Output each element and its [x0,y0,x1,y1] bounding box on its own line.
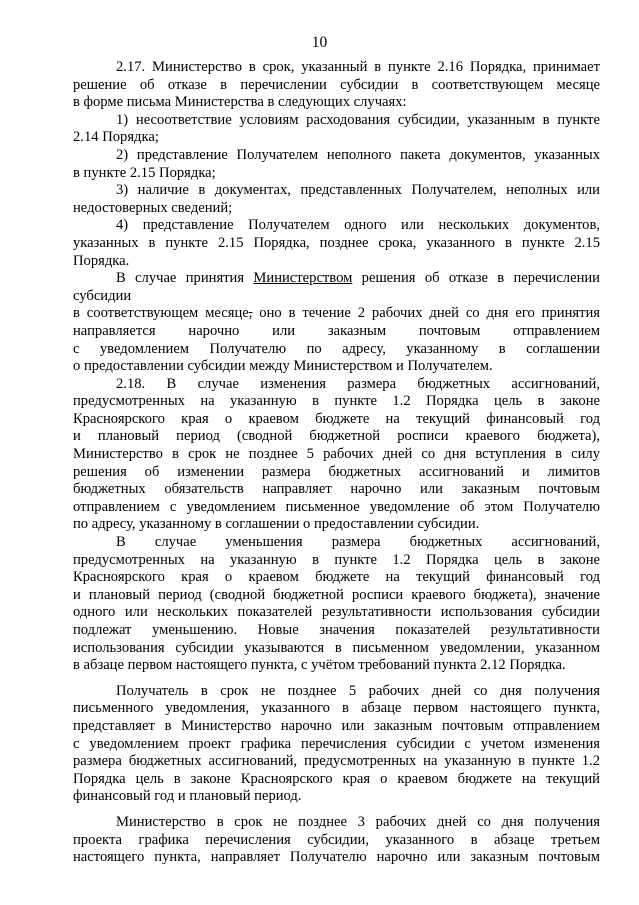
text-line: решения об изменении размера бюджетных ассигнований и лимитов [73,463,600,480]
text-line: настоящего пункта, направляет Получателю нарочно или заказным почтовым [73,849,600,866]
text-line: использования субсидии указываются в письменном уведомлении, указанном [73,639,600,656]
page-number: 10 [311,34,328,51]
text-line: решение об отказе в перечислении субсидии в соответствующем месяце [73,76,600,93]
text-line: проекта графика перечисления субсидии, указанного в абзаце третьем [73,831,600,848]
text-line: Получатель в срок не позднее 5 рабочих дней со дня получения [116,682,600,699]
text-line: Порядка. [73,252,130,269]
text-line: по адресу, указанному в соглашении о предоставлении субсидии. [73,516,480,533]
text-line: о предоставлении субсидии между Министерством и Получателем. [73,358,493,375]
text-line: письменного уведомления, указанного в абзаце первом настоящего пункта, [73,700,600,717]
text-line: Красноярского края о краевом бюджете на текущий финансовый год [73,410,600,427]
text-line: в форме письма Министерства в следующих случаях: [73,94,407,111]
text-line: 2.14 Порядка; [73,129,159,146]
text-line: с уведомлением проект графика перечисления субсидии с учетом изменения [73,735,600,752]
text-line: предусмотренных на указанную в пункте 1.2 Порядка цель в законе [73,551,600,568]
text-line: 2) представление Получателем неполного пакета документов, указанных [116,146,600,163]
text-line: Красноярского края о краевом бюджете на текущий финансовый год [73,569,600,586]
text-line: и плановый период (сводной бюджетной росписи краевого бюджета), значение [73,586,600,603]
text-line: и плановый период (сводной бюджетной росписи краевого бюджета), [73,428,600,445]
text-line [73,305,600,323]
text-line: финансовый год и плановый период. [73,788,302,805]
text-line: Порядка цель в законе Красноярского края о краевом бюджете на текущий [73,770,600,787]
text-line: в пункте 2.15 Порядка; [73,164,216,181]
text-line: 2.18. В случае изменения размера бюджетных ассигнований, [116,375,600,392]
text-line: недостоверных сведений; [73,199,233,216]
text-line: Министерство в срок не позднее 5 рабочих дней со дня вступления в силу [73,446,600,463]
text-line: размера бюджетных ассигнований, предусмотренных на указанную в пункте 1.2 [73,753,600,770]
text-line: отправлением с уведомлением письменное уведомление об этом Получателю [73,498,600,515]
underlined-text: Министерством [253,270,353,287]
text-line: предусмотренных на указанную в пункте 1.2 Порядка цель в законе [73,393,600,410]
text-line [73,270,600,288]
text-line: субсидии [73,287,132,304]
text-segment: оно в течение 2 рабочих дней со дня его принятия [252,305,600,322]
text-line: Министерство в срок не позднее 3 рабочих дней со дня получения [116,813,600,830]
document-body [73,59,600,867]
text-line: 3) наличие в документах, представленных Получателем, неполных или [116,182,600,199]
text-segment: в соответствующем месяце [73,305,249,322]
text-line: бюджетных обязательств направляет нарочно или заказным почтовым [73,481,600,498]
text-line: с уведомлением Получателю по адресу, указанному в соглашении [73,340,600,357]
text-line: 1) несоответствие условиям расходования субсидии, указанным в пункте [116,111,600,128]
text-line: подлежат уменьшению. Новые значения показателей результативности [73,622,600,638]
text-line: 2.17. Министерство в срок, указанный в пункте 2.16 Порядка, принимает [116,59,600,75]
text-line: 4) представление Получателем одного или нескольких документов, [116,217,600,234]
struck-comma: , [248,305,253,322]
text-line: указанных в пункте 2.15 Порядка, позднее срока, указанного в пункте 2.15 [73,234,600,251]
text-segment: решения об отказе в перечислении [352,270,600,287]
text-line: представляет в Министерство нарочно или заказным почтовым отправлением [73,717,600,734]
text-line: одного или нескольких показателей результативности использования субсидии [73,604,600,621]
text-line: В случае уменьшения размера бюджетных ассигнований, [116,534,600,551]
text-line: направляется нарочно или заказным почтовым отправлением [73,322,600,339]
text-line: в абзаце первом настоящего пункта, с учётом требований пункта 2.12 Порядка. [73,657,566,674]
text-segment: В случае принятия [116,270,254,287]
